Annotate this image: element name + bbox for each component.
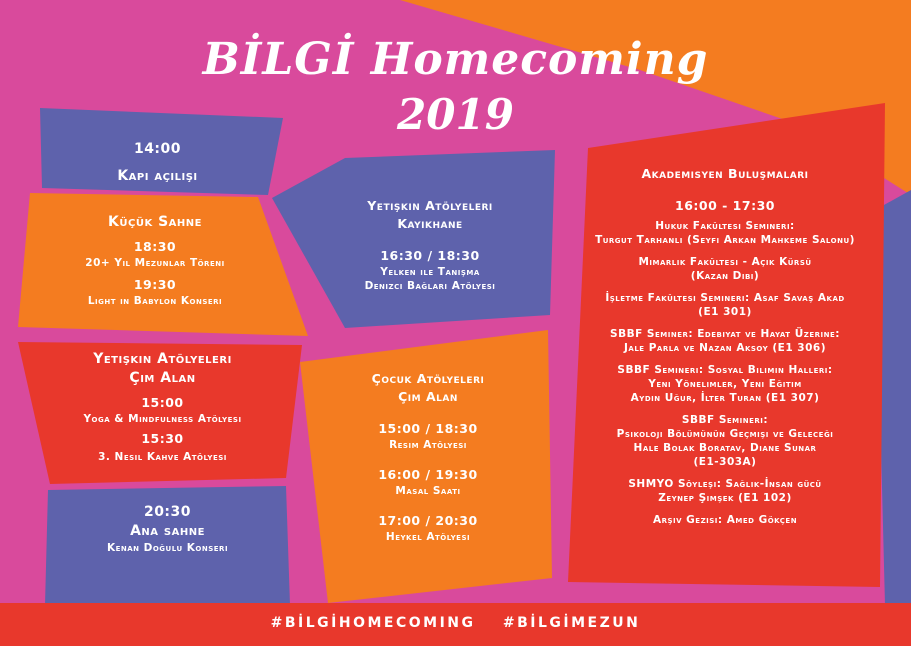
- academics-item-6-line-2: Psikoloji Bölümünün Geçmişi ve Geleceği: [616, 428, 834, 440]
- kayikhane-heading-2: Kayıkhane: [397, 216, 463, 231]
- academics-heading: Akademisyen Buluşmaları: [641, 166, 809, 181]
- kids-time-3: 17:00 / 20:30: [378, 513, 478, 528]
- kids-block: [318, 370, 538, 544]
- gate-block: [70, 140, 245, 186]
- main-stage-label: Ana sahne: [130, 523, 205, 539]
- academics-item-1-line-1: Hukuk Fakültesi Semineri:: [655, 220, 795, 232]
- academics-item-3-line-1: İşletme Fakültesi Semineri: Asaf Savaş Akad: [605, 292, 845, 304]
- kids-time-2: 16:00 / 19:30: [378, 467, 478, 482]
- academics-block: [575, 165, 875, 527]
- footer-hashtags: [0, 615, 911, 631]
- poster-year: 2019: [397, 90, 514, 139]
- gate-time: 14:00: [133, 141, 182, 157]
- kayikhane-heading-1: Yetişkin Atölyeleri: [367, 198, 493, 213]
- academics-item-7-line-1: SHMYO Söyleşi: Sağlık-İnsan gücü: [628, 478, 822, 490]
- hashtag-homecoming: #BİLGİHOMECOMING: [270, 615, 476, 631]
- workshops-cim-time-1: 15:00: [141, 395, 184, 410]
- kayikhane-event-2: Denizci Bağları Atölyesi: [364, 280, 496, 292]
- small-stage-heading: Küçük Sahne: [108, 214, 202, 230]
- kids-event-3: Heykel Atölyesi: [385, 531, 471, 543]
- workshops-cim-block: [45, 350, 280, 464]
- small-stage-event-1: 20+ Yıl Mezunlar Töreni: [85, 257, 225, 269]
- small-stage-time-2: 19:30: [133, 277, 177, 292]
- workshops-cim-event-1: Yoga & Mindfulness Atölyesi: [83, 413, 242, 425]
- kayikhane-event-1: Yelken ile Tanışma: [380, 266, 480, 278]
- workshops-cim-event-2: 3. Nesil Kahve Atölyesi: [98, 451, 227, 463]
- main-stage-event: Kenan Doğulu Konseri: [106, 542, 229, 554]
- academics-item-6-line-1: SBBF Semineri:: [681, 414, 769, 426]
- small-stage-block: [40, 213, 270, 308]
- workshops-cim-heading-2: Çim Alan: [129, 370, 196, 386]
- workshops-cim-time-2: 15:30: [141, 431, 184, 446]
- kids-time-1: 15:00 / 18:30: [378, 421, 478, 436]
- kids-heading-1: Çocuk Atölyeleri: [371, 371, 485, 386]
- kids-event-2: Masal Saati: [395, 485, 461, 497]
- academics-item-3-line-2: (E1 301): [698, 306, 752, 318]
- kayikhane-block: [320, 197, 540, 293]
- academics-item-8-line-1: Arşiv Gezisi: Amed Gökçen: [652, 514, 798, 526]
- academics-item-2-line-2: (Kazan Dibi): [690, 270, 760, 282]
- academics-item-5-line-3: Aydın Uğur, İlter Turan (E1 307): [630, 392, 820, 404]
- kids-heading-2: Çim Alan: [398, 389, 458, 404]
- small-stage-event-2: Light in Babylon Konseri: [87, 295, 223, 307]
- academics-item-6-line-4: (E1-303A): [693, 456, 757, 468]
- academics-item-1-line-2: Turgut Tarhanlı (Seyfi Arkan Mahkeme Salonu): [595, 234, 855, 246]
- academics-item-4-line-1: SBBF Seminer: Edebiyat ve Hayat Üzerine:: [610, 328, 840, 340]
- gate-label: Kapı açılışı: [117, 168, 198, 184]
- poster-title: BİLGİ Homecoming: [202, 34, 709, 85]
- kids-event-1: Resim Atölyesi: [389, 439, 467, 451]
- academics-item-4-line-2: Jale Parla ve Nazan Aksoy (E1 306): [624, 342, 826, 354]
- academics-item-2-line-1: Mimarlık Fakültesi - Açık Kürsü: [638, 256, 812, 268]
- main-stage-time: 20:30: [143, 504, 192, 520]
- academics-item-6-line-3: Hale Bolak Boratav, Diane Sunar: [633, 442, 817, 454]
- hashtag-mezun: #BİLGİMEZUN: [502, 615, 641, 631]
- academics-item-5-line-1: SBBF Semineri: Sosyal Bilimin Halleri:: [617, 364, 833, 376]
- academics-time: 16:00 - 17:30: [675, 198, 775, 213]
- workshops-cim-heading-1: Yetişkin Atölyeleri: [93, 351, 232, 367]
- small-stage-time-1: 18:30: [133, 239, 177, 254]
- kayikhane-time: 16:30 / 18:30: [380, 248, 480, 263]
- academics-item-7-line-2: Zeynep Şimşek (E1 102): [658, 492, 792, 504]
- main-stage-block: [60, 503, 275, 555]
- academics-item-5-line-2: Yeni Yönelimler, Yeni Eğitim: [648, 378, 802, 390]
